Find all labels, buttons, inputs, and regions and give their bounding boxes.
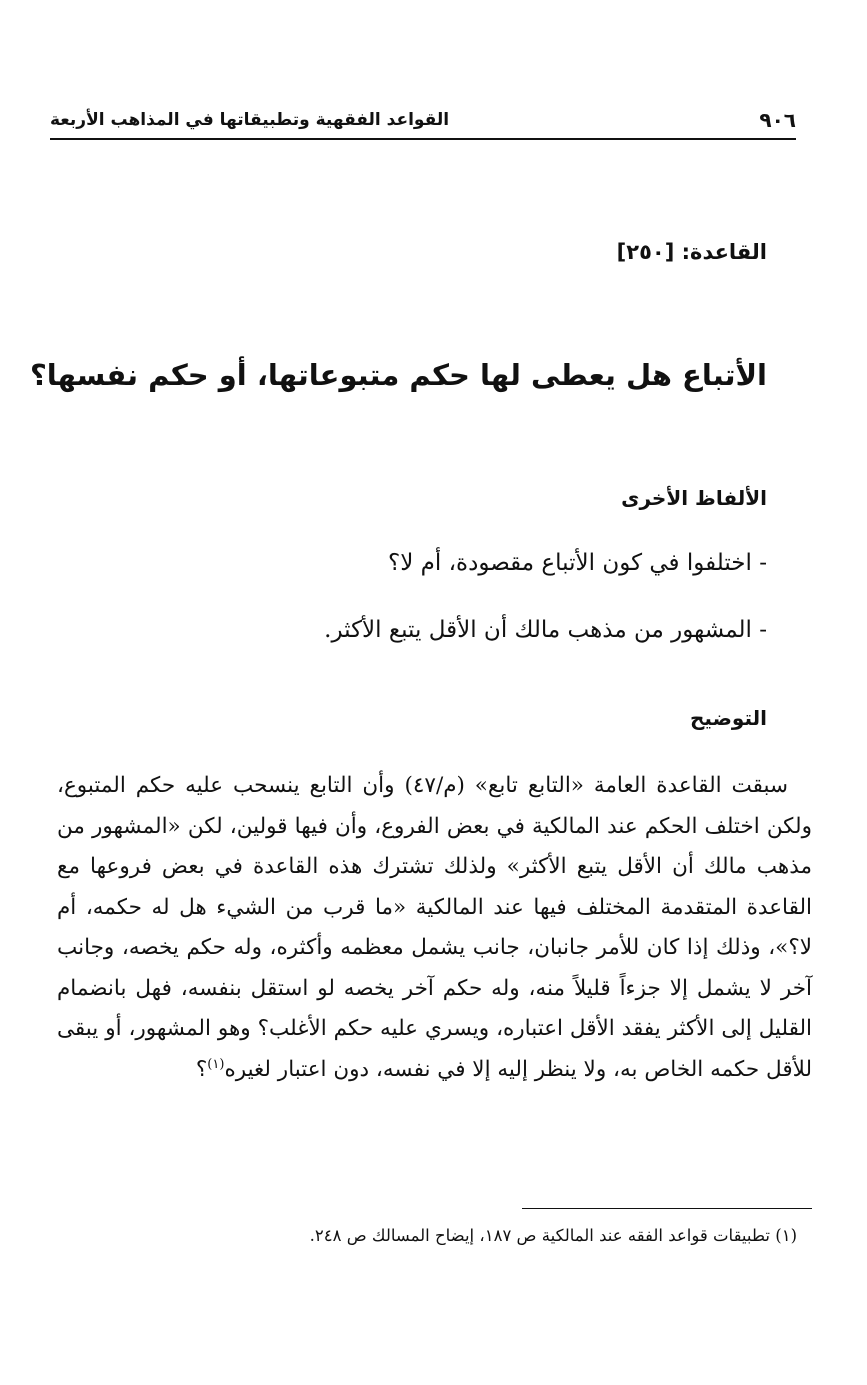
rule-number-label: القاعدة: [٢٥٠] [616,240,767,264]
page-number: ٩٠٦ [759,108,796,132]
explanation-text: سبقت القاعدة العامة «التابع تابع» (م/٤٧) وأن التابع ينسحب عليه حكم المتبوع، ولكن اختلف الحكم عند المالكية في بعض الفروع، وأن فيها قولين، لكن «المشهور من مذهب مالك أن الأقل يتبع الأكثر» ولذلك تشترك هذه القاعدة في بعض فروعها مع القاعدة المتقدمة المختلف فيها عند المالكية «ما قرب من الشيء هل له حكمه، أم لا؟»، وذلك إذا كان للأمر جانبان، جانب يشمل معظمه وأكثره، وله حكم يخصه، وجانب آخر لا يشمل إلا جزءاً قليلاً منه، وله حكم آخر يخصه لو استقل بنفسه، فهل بانضمام القليل إلى الأكثر يفقد الأقل اعتباره، ويسري عليه حكم الأغلب؟ وهو المشهور، أو يبقى للأقل حكمه الخاص به، ولا ينظر إليه إلا في نفسه، دون اعتبار لغيره [57,773,812,1082]
rule-title: الأتباع هل يعطى لها حكم متبوعاتها، أو حكم نفسها؟ [29,358,767,392]
running-header [50,106,796,140]
explanation-heading: التوضيح [690,706,767,730]
explanation-body [57,766,812,1090]
explanation-text-end: ؟ [195,1056,208,1082]
explanation-paragraph [57,766,812,1090]
footnote: (١) تطبيقات قواعد الفقه عند المالكية ص ١٨٧، إيضاح المسالك ص ٢٤٨. [309,1226,797,1245]
alternative-wording-item: - المشهور من مذهب مالك أن الأقل يتبع الأكثر. [324,617,767,643]
book-title: القواعد الفقهية وتطبيقاتها في المذاهب الأربعة [50,110,450,130]
footnote-reference[interactable]: (١) [207,1056,225,1072]
footnote-divider [522,1208,812,1209]
alternative-wordings-heading: الألفاظ الأخرى [621,486,767,510]
alternative-wording-item: - اختلفوا في كون الأتباع مقصودة، أم لا؟ [388,550,767,576]
